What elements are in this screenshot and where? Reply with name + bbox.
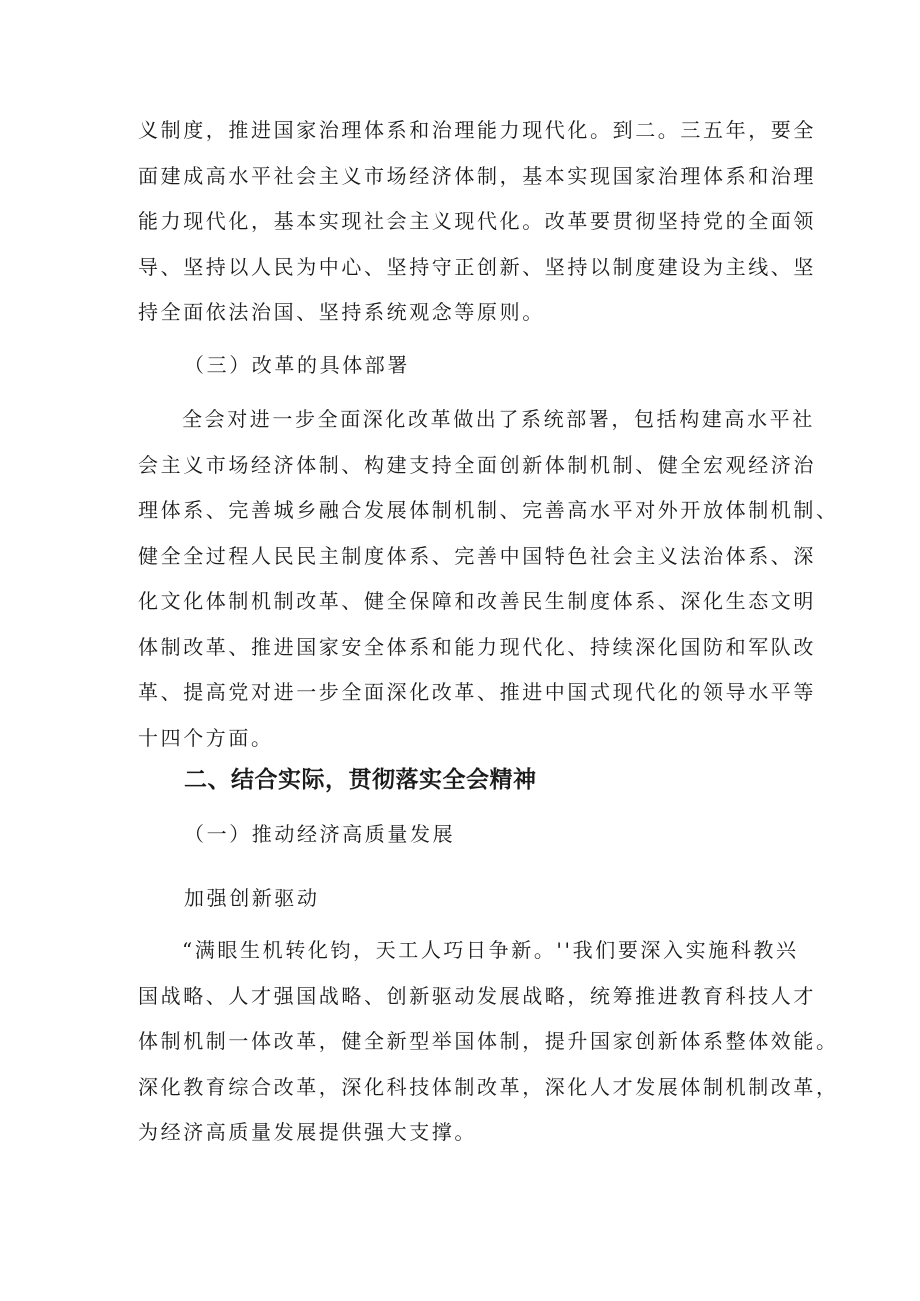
section-title: 二、结合实际，贯彻落实全会精神 xyxy=(184,767,537,793)
heading-economic-development: （一）推动经济高质量发展 xyxy=(184,822,456,846)
paragraph-line: 革、提高党对进一步全面深化改革、推进中国式现代化的领导水平等 xyxy=(138,680,816,704)
paragraph-reform-goals xyxy=(138,108,816,336)
paragraph-innovation xyxy=(138,928,839,1156)
paragraph-line: 体制机制一体改革，健全新型举国体制，提升国家创新体系整体效能。 xyxy=(138,1029,839,1053)
subheading-innovation: 加强创新驱动 xyxy=(184,886,320,910)
paragraph-line: 国战略、人才强国战略、创新驱动发展战略，统筹推进教育科技人才 xyxy=(138,983,816,1008)
heading-specific-deployment: （三）改革的具体部署 xyxy=(184,353,410,377)
paragraph-line: 健全全过程人民民主制度体系、完善中国特色社会主义法治体系、深 xyxy=(138,543,816,568)
paragraph-line: 全会对进一步全面深化改革做出了系统部署，包括构建高水平社 xyxy=(182,407,815,431)
paragraph-line: 深化教育综合改革，深化科技体制改革，深化人才发展体制机制改革， xyxy=(138,1074,839,1099)
paragraph-line: 十四个方面。 xyxy=(138,725,274,750)
paragraph-line: 面建成高水平社会主义市场经济体制，基本实现国家治理体系和治理 xyxy=(138,163,816,188)
paragraph-line: 能力现代化，基本实现社会主义现代化。改革要贯彻坚持党的全面领 xyxy=(138,209,816,233)
paragraph-line: 理体系、完善城乡融合发展体制机制、完善高水平对外开放体制机制、 xyxy=(138,498,839,522)
paragraph-line: 义制度，推进国家治理体系和治理能力现代化。到二。三五年，要全 xyxy=(138,118,816,142)
paragraph-line: 为经济高质量发展提供强大支撑。 xyxy=(138,1120,477,1144)
paragraph-line: “满眼生机转化钧，天工人巧日争新。''我们要深入实施科教兴 xyxy=(182,938,799,962)
paragraph-deployment xyxy=(138,397,839,761)
paragraph-line: 化文化体制机制改革、健全保障和改善民生制度体系、深化生态文明 xyxy=(138,589,816,613)
paragraph-line: 会主义市场经济体制、构建支持全面创新体制机制、健全宏观经济治 xyxy=(138,452,816,477)
paragraph-line: 体制改革、推进国家安全体系和能力现代化、持续深化国防和军队改 xyxy=(138,634,816,659)
paragraph-line: 导、坚持以人民为中心、坚持守正创新、坚持以制度建设为主线、坚 xyxy=(138,254,816,279)
paragraph-line: 持全面依法治国、坚持系统观念等原则。 xyxy=(138,300,545,324)
